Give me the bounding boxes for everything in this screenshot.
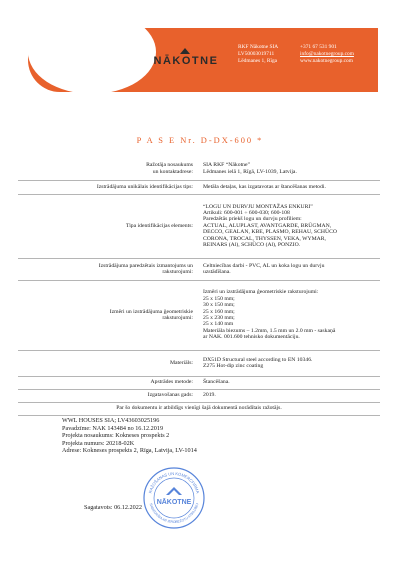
row-value: 2019. [201,389,380,402]
table-row [18,402,380,415]
table-row [18,158,380,180]
company-name: RKF Nākotne SIA [238,44,279,50]
company-stamp [142,466,206,530]
stamp-top-text: RAŽOŠANAS UN KOMERCFIRMA [147,470,201,494]
row-label: Materiāls: [18,350,201,376]
table-row [18,376,380,389]
logo-badge [28,10,156,94]
table-row [18,258,380,280]
table-row [18,280,380,350]
contact-info [300,44,354,65]
address-line: Adrese: Kokneses prospekts 2, Rīga, Latvija, LV-1014 [62,447,197,455]
company-email[interactable]: info@nakotnegroup.com [300,51,354,57]
row-label: Izstrādājuma paredzētais izmantojums un raksturojumi: [18,258,201,280]
logo-roof-icon [172,38,198,54]
row-label: Ražotāja nosaukums un kontaktadrese: [18,158,201,180]
project-name-line: Projekta nosaukums: Kokneses prospekts 2 [62,432,170,440]
row-label: Izmēri un izstrādājuma ģeometriskie raksturojumi: [18,280,201,350]
stamp-center-text: NĀKOTNE [156,499,192,506]
stamp-bottom-text: SABIEDRĪBA AR IEROBEŽOTU ATBILDĪBU [148,502,200,525]
row-value: DX51D Structural steel according to EN 10346. Z275 Hot-dip zinc coating [201,350,380,376]
prepared-date: Sagatavots: 06.12.2022 [84,504,142,511]
company-reg: LV50003019711 [238,51,275,57]
row-value: “LOGU UN DURVJU MONTĀŽAS ENKURI” Artikuli: 600-001 ÷ 600-030; 600-108 Paredzētās priekš logu un durvju profiliem: ACTUAL, ALUPLAST, AVANTGARDE, BRŪGMAN, DECCO, GEALAN, KBE, PLASMO, REHAU, SCHÜCO CORONA, TROCAL, THYSSEN, VEKA, WYMAR, REINARS (Al), SCHÜCO (Al), PONZIO. [201,194,380,258]
company-info [238,44,278,65]
responsibility-note: Par šo dokumentu ir atbildīgs vienīgi šajā dokumentā norādītais ražotājs. [18,402,380,415]
table-row [18,194,380,258]
logo-subtitle: RKF NĀKOTNE SIA [165,67,207,71]
row-label: Tipa identifikācijas elements: [18,194,201,258]
table-row [18,350,380,376]
customer-line: WWL HOUSES SIA; LV43603025196 [62,417,160,424]
passport-table [18,158,380,416]
row-value: Metāla detaļas, kas izgatavotas ar štancēšanas metodi. [201,180,380,194]
row-value: SIA RKF “Nākotne” Lēdmanes ielā 1, Rīgā, LV-1039, Latvija. [201,158,380,180]
row-label: Izgatavošanas gads: [18,389,201,402]
row-value: Štancēšana. [201,376,380,389]
row-value: Izmēri un izstrādājuma ģeometriskie raksturojumi: 25 x 150 mm; 30 x 150 mm; 25 x 160 mm; 25 x 230 mm; 25 x 140 mm Materiāla biezums – 1.2mm, 1.5 mm un 2.0 mm - saskaņā ar NAK. 001.600 tehnisko dokumentāciju. [201,280,380,350]
row-label: Apstrādes metode: [18,376,201,389]
row-label: Izstrādājuma unikālais identifikācijas tips: [18,180,201,194]
row-value: Celtniecības darbi - PVC, AL un koka logu un durvju uzstādīšana. [201,258,380,280]
company-phone[interactable]: +371 67 531 901 [300,44,337,50]
company-web[interactable]: www.nakotnegroup.com [300,58,353,64]
company-address: Lēdmanes 1, Rīga [238,58,278,64]
logo-text: NĀKOTNE [153,55,219,67]
delivery-info [62,417,197,455]
project-number-line: Projekta numurs: 20218-02K [62,439,135,447]
waybill-line: Pavadzīme: NAK 143484 no 16.12.2019 [62,424,164,432]
document-title: P A S E Nr. D-DX-600 * [136,136,264,145]
table-row [18,180,380,194]
table-row [18,389,380,402]
